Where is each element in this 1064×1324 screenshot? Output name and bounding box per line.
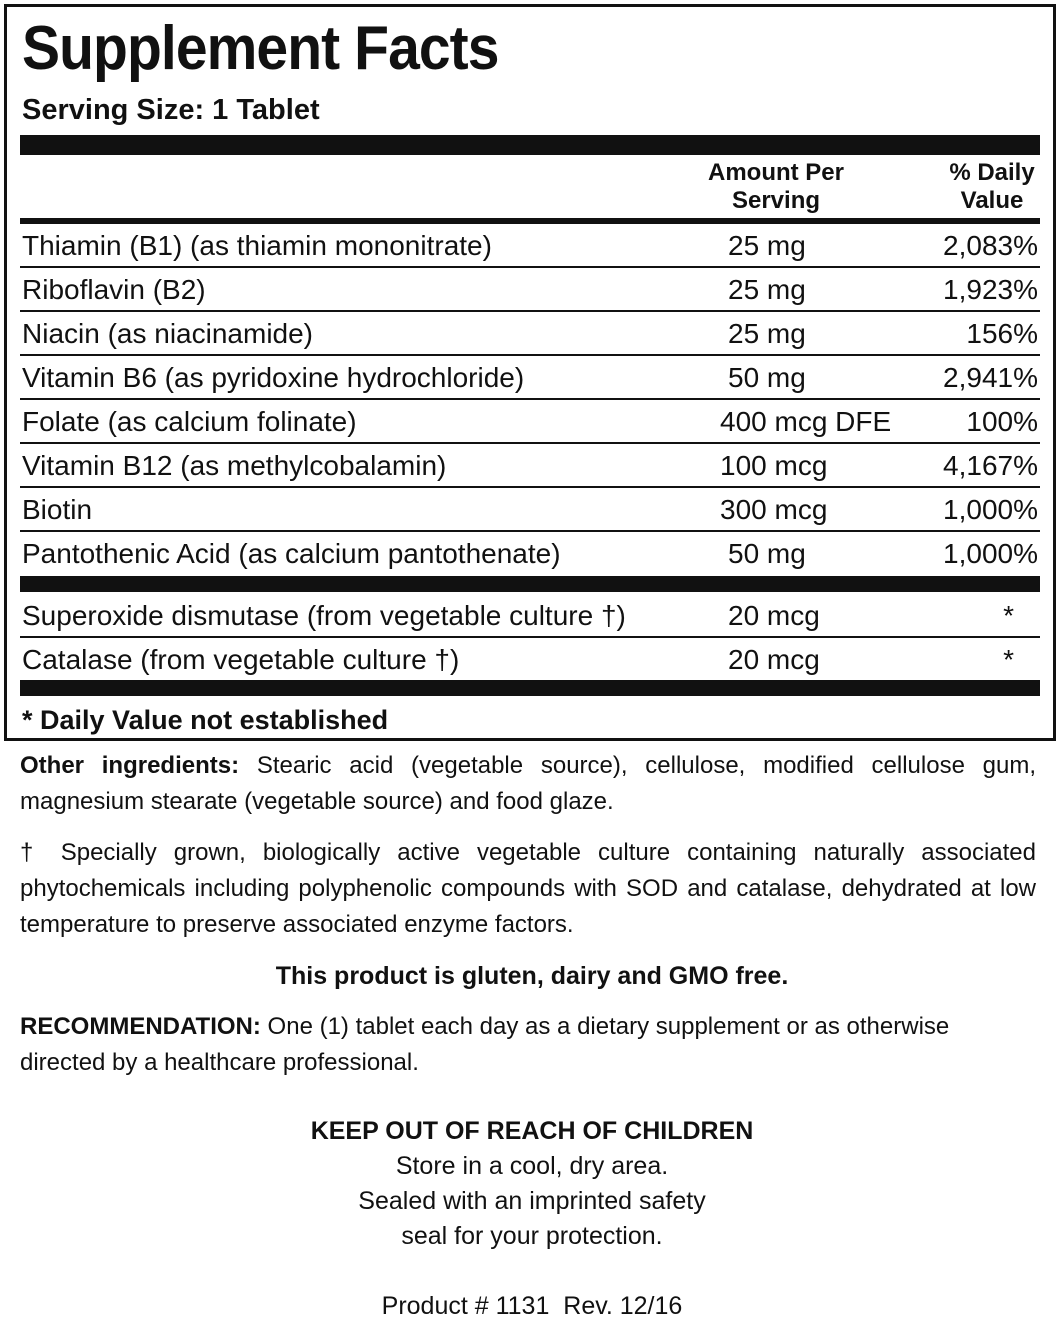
- recommendation: [20, 1009, 1036, 1081]
- nutrient-row: Superoxide dismutase (from vegetable culture †) 20 mcg *: [20, 594, 1040, 638]
- nutrient-row: Vitamin B12 (as methylcobalamin) 100 mcg 4,167%: [20, 444, 1040, 488]
- storage-line: Sealed with an imprinted safety: [358, 1187, 706, 1215]
- daily-value-footnote: * Daily Value not established: [22, 705, 389, 735]
- header-divider-bar: [20, 135, 1040, 155]
- panel-title: Supplement Facts: [22, 14, 499, 83]
- vitamin-rows: [20, 224, 1040, 576]
- nutrient-row: Thiamin (B1) (as thiamin mononitrate) 25 mg 2,083%: [20, 224, 1040, 268]
- child-warning: KEEP OUT OF REACH OF CHILDREN: [310, 1117, 754, 1145]
- recommendation-text: One (1) tablet each day as a dietary supplement or as otherwise directed by a healthcare professional.: [20, 1013, 950, 1076]
- other-ingredients-label: Other ingredients:: [20, 752, 240, 779]
- recommendation-label: RECOMMENDATION:: [20, 1013, 261, 1040]
- vitamins-enzymes-divider: [20, 576, 1040, 592]
- nutrient-row: Catalase (from vegetable culture †) 20 mcg *: [22, 644, 1014, 675]
- serving-size: Serving Size: 1 Tablet: [22, 94, 320, 126]
- enzyme-rows: [20, 594, 1040, 682]
- nutrient-row: Riboflavin (B2) 25 mg 1,923%: [20, 268, 1040, 312]
- supplement-facts-panel: [4, 4, 1056, 741]
- storage-line: Store in a cool, dry area.: [395, 1152, 669, 1180]
- other-ingredients: [20, 748, 1036, 820]
- nutrient-row: Vitamin B6 (as pyridoxine hydrochloride) 50 mg 2,941%: [20, 356, 1040, 400]
- footer-divider-bar: [20, 680, 1040, 696]
- storage-line: seal for your protection.: [401, 1222, 663, 1250]
- dagger-note: † Specially grown, biologically active vegetable culture containing naturally associated phytochemicals including polyphenolic compounds with SOD and catalase, dehydrated at low temperature to preserve associated enzyme factors.: [20, 839, 1036, 938]
- nutrient-row: Niacin (as niacinamide) 25 mg 156%: [20, 312, 1040, 356]
- allergen-statement: This product is gluten, dairy and GMO free.: [275, 962, 789, 990]
- nutrient-row: Folate (as calcium folinate) 400 mcg DFE 100%: [20, 400, 1040, 444]
- other-ingredients-text: Stearic acid (vegetable source), cellulose, modified cellulose gum, magnesium stearate (vegetable source) and food glaze.: [20, 752, 1037, 815]
- nutrient-row: Biotin 300 mcg 1,000%: [20, 488, 1040, 532]
- product-code: Product # 1131 Rev. 12/16: [381, 1292, 683, 1320]
- amount-per-serving-header: Amount Per Serving: [707, 159, 844, 214]
- daily-value-header: % Daily Value: [949, 159, 1035, 214]
- nutrient-row: Pantothenic Acid (as calcium pantothenate) 50 mg 1,000%: [22, 538, 1038, 569]
